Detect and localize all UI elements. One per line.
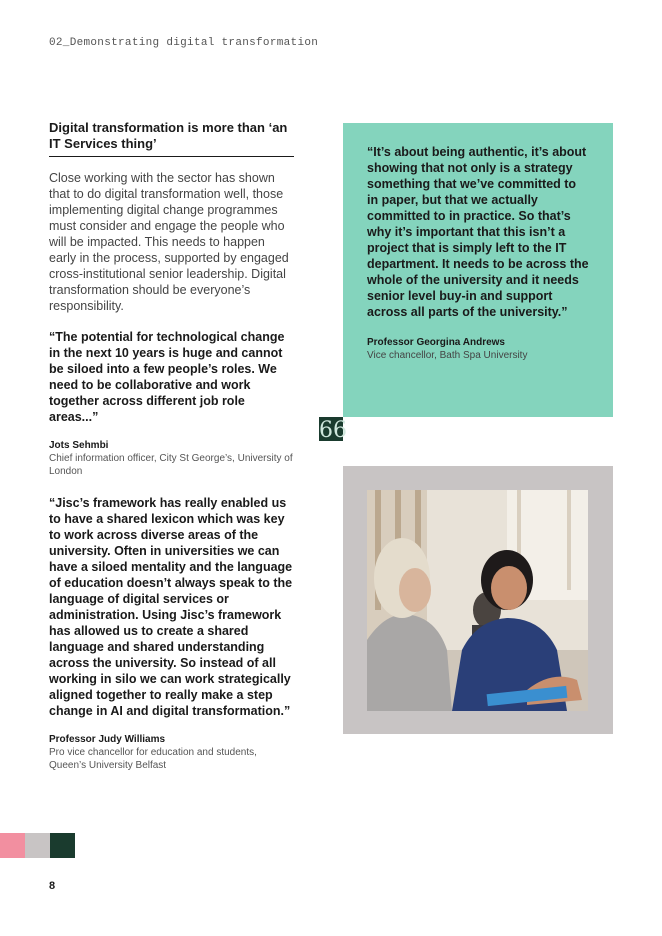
attribution-role: Pro vice chancellor for education and students, Queen’s University Belfast xyxy=(49,747,257,771)
quote-sehmbi: “The potential for technological change in the next 10 years is huge and cannot be siloed into a few people’s roles. We need to be collaborative and work together across different job role areas...” xyxy=(49,330,285,424)
featured-quote-role: Vice chancellor, Bath Spa University xyxy=(367,350,528,361)
swatch-pink xyxy=(0,833,25,858)
brand-swatches xyxy=(0,833,75,858)
page-number: 8 xyxy=(49,880,56,892)
attribution-sehmbi xyxy=(49,439,294,478)
attribution-role: Chief information officer, City St George’s, University of London xyxy=(49,453,293,477)
swatch-grey xyxy=(25,833,50,858)
quote-mark-icon: 66 xyxy=(319,418,347,443)
quote-williams: “Jisc’s framework has really enabled us to have a shared lexicon which was key to work across diverse areas of the university. Often in universities we can have a siloed mentality and the language of education doesn’t always speak to the language of digital services or administration. Using Jisc’s framework has allowed us to create a shared language and shared understanding across the university. So instead of all working in silo we can work strategically aligned together to really make a step change in AI and digital transformation.” xyxy=(49,496,293,718)
section-subheading: Digital transformation is more than ‘an IT Services thing’ xyxy=(49,120,294,157)
people-discussion-photo xyxy=(367,490,588,711)
left-column xyxy=(49,120,294,789)
attribution-williams xyxy=(49,733,294,772)
featured-quote-name: Professor Georgina Andrews xyxy=(367,337,505,348)
attribution-name: Jots Sehmbi xyxy=(49,440,109,451)
swatch-green xyxy=(50,833,75,858)
section-header: 02_Demonstrating digital transformation xyxy=(49,37,319,49)
photo-frame xyxy=(343,466,613,734)
featured-quote-box xyxy=(343,123,613,417)
intro-paragraph: Close working with the sector has shown that to do digital transformation well, those implementing digital change programmes must consider and engage the people who will be impacted. This needs to happen early in the process, supported by engaged cross-institutional senior leadership. Digital transformation should be everyone’s responsibility. xyxy=(49,171,289,313)
attribution-name: Professor Judy Williams xyxy=(49,734,166,745)
featured-quote-text: “It’s about being authentic, it’s about showing that not only is a strategy something that we’ve committed to in paper, but that we actually committed to in practice. So that’s why it’s important that this isn’t a project that is simply left to the IT department. It needs to be across the whole of the university and it needs senior level buy-in and support across all parts of the university.” xyxy=(367,145,589,319)
